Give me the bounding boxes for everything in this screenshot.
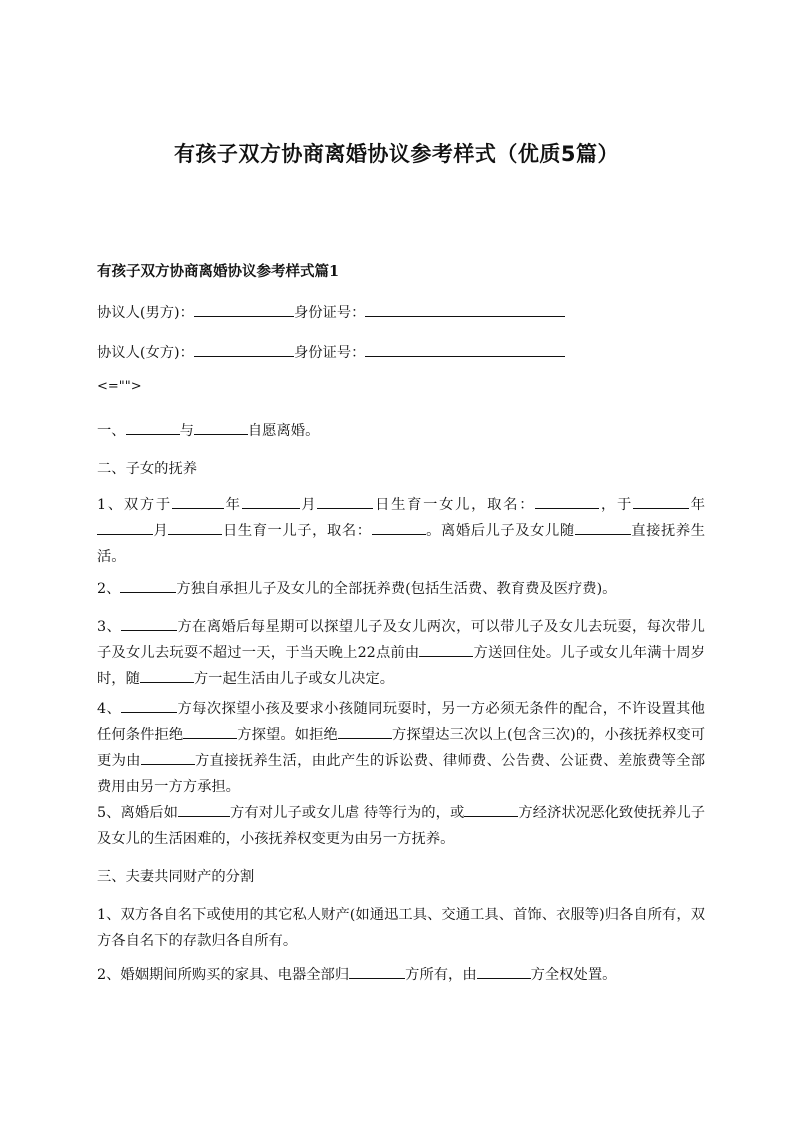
blank-field[interactable] <box>194 342 294 357</box>
blank-field[interactable] <box>121 616 177 631</box>
para-text: 方每次探望小孩及要求小孩随同玩耍时，另一方必须无条件的配合，不许设置其他任何条件拒绝 <box>97 701 705 743</box>
para-text: 月 <box>299 497 318 513</box>
blank-field[interactable] <box>575 520 631 535</box>
blank-field[interactable] <box>141 750 195 765</box>
clause-text: 与 <box>179 423 194 439</box>
paragraph-2-3 <box>97 614 705 692</box>
para-text: 方探望。如拒绝 <box>237 727 338 743</box>
para-text: 方所有，由 <box>405 967 477 983</box>
blank-field[interactable] <box>419 642 473 657</box>
heading-2: 二、子女的抚养 <box>97 461 198 477</box>
blank-field[interactable] <box>194 302 294 317</box>
paragraph-2-2 <box>97 576 705 602</box>
para-text: 。离婚后儿子及女儿随 <box>425 523 575 539</box>
blank-field[interactable] <box>126 420 180 435</box>
blank-field[interactable] <box>338 724 392 739</box>
blank-field[interactable] <box>365 302 565 317</box>
para-text: 5、离婚后如 <box>97 805 178 821</box>
party-male-label: 协议人(男方)： <box>97 305 194 321</box>
para-text: 方一起生活由儿子或女儿决定。 <box>193 671 395 687</box>
para-text: 方全权处置。 <box>530 967 617 983</box>
para-text: 日生育一儿子，取名： <box>222 523 372 539</box>
party-male-line <box>97 300 705 326</box>
party-female-line <box>97 340 705 366</box>
para-text: 方送回住处。儿子或女儿年满十周岁时，随 <box>97 645 705 687</box>
para-text: 年 <box>688 497 705 513</box>
heading-3: 三、夫妻共同财产的分割 <box>97 869 255 885</box>
para-text: 月 <box>153 523 169 539</box>
blank-field[interactable] <box>121 698 177 713</box>
para-text: 方独自承担儿子及女儿的全部抚养费(包括生活费、教育费及医疗费)。 <box>176 581 617 597</box>
para-text: 直接抚养生活。 <box>97 523 706 565</box>
para-text: 3、 <box>97 619 122 635</box>
para-text: 方有对儿子或女儿虐 待等行为的，或 <box>229 805 465 821</box>
clause-text: 自愿离婚。 <box>247 423 320 439</box>
para-text: ，于 <box>599 497 633 513</box>
para-text: 4、 <box>97 701 122 717</box>
blank-field[interactable] <box>535 494 599 509</box>
blank-field[interactable] <box>372 520 426 535</box>
blank-field[interactable] <box>140 668 194 683</box>
blank-field[interactable] <box>242 494 300 509</box>
paragraph-2-4 <box>97 696 705 800</box>
blank-field[interactable] <box>349 964 405 979</box>
party-female-label: 协议人(女方)： <box>97 345 194 361</box>
para-text: 1、双方于 <box>97 497 172 513</box>
id-label: 身份证号： <box>293 345 366 361</box>
stray-tag-text: <=""> <box>97 379 142 394</box>
paragraph-3-1: 1、双方各自名下或使用的其它私人财产(如通迅工具、交通工具、首饰、衣服等)归各自所有，双方各自名下的存款归各自所有。 <box>97 907 705 949</box>
paragraph-3-2 <box>97 962 705 988</box>
para-text: 日生育一女儿，取名： <box>373 497 536 513</box>
blank-field[interactable] <box>464 802 518 817</box>
blank-field[interactable] <box>633 494 689 509</box>
blank-field[interactable] <box>168 520 222 535</box>
section-heading: 有孩子双方协商离婚协议参考样式篇1 <box>97 263 340 280</box>
para-text: 方探望达三次以上(包含三次)的，小孩抚养权变可更为由 <box>97 727 706 769</box>
blank-field[interactable] <box>365 342 565 357</box>
para-text: 2、婚姻期间所购买的家具、电器全部归 <box>97 967 350 983</box>
clause-text: 一、 <box>97 423 126 439</box>
blank-field[interactable] <box>97 520 153 535</box>
blank-field[interactable] <box>317 494 373 509</box>
id-label: 身份证号： <box>293 305 366 321</box>
blank-field[interactable] <box>194 420 248 435</box>
blank-field[interactable] <box>477 964 531 979</box>
blank-field[interactable] <box>183 724 237 739</box>
para-text: 方直接抚养生活，由此产生的诉讼费、律师费、公告费、公证费、差旅费等全部费用由另一方方承担。 <box>97 753 706 795</box>
clause-1 <box>97 418 705 444</box>
paragraph-2-5 <box>97 800 705 852</box>
blank-field[interactable] <box>120 578 176 593</box>
para-text: 方经济状况恶化致使抚养儿子及女儿的生活困难的，小孩抚养权变更为由另一方抚养。 <box>97 805 705 847</box>
para-text: 年 <box>223 497 242 513</box>
blank-field[interactable] <box>172 494 224 509</box>
document-title: 有孩子双方协商离婚协议参考样式（优质5篇） <box>173 142 620 166</box>
blank-field[interactable] <box>178 802 230 817</box>
para-text: 2、 <box>97 581 121 597</box>
paragraph-2-1 <box>97 492 705 570</box>
para-text: 方在离婚后每星期可以探望儿子及女儿两次，可以带儿子及女儿去玩耍，每次带儿子及女儿去玩耍不超过一天，于当天晚上22点前由 <box>97 619 705 661</box>
